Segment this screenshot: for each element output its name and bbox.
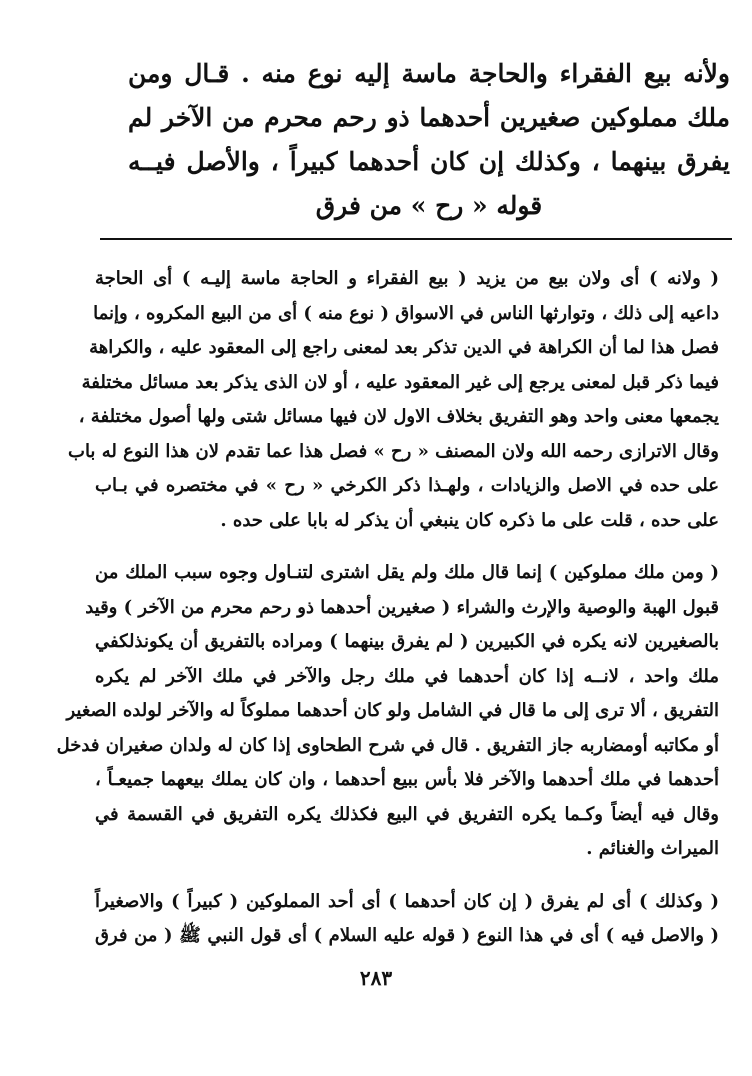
commentary-line: فصل هذا لما أن الكراهة في الدين تذكر بعد لمعنى راجع إلى المعقود عليه ، والكراهة (89, 337, 719, 358)
commentary-line: وقال فيه أيضاً وكـما يكره التفريق في البيع فكذلك يكره التفريق في القسمة في (95, 803, 719, 825)
main-text-line: قوله « رح » من فرق (315, 191, 543, 220)
commentary (56, 262, 719, 954)
page-number: ٢٨٣ (359, 966, 393, 990)
commentary-line: على حده في الاصل والزيادات ، ولهـذا ذكر الكرخي « رح » في مختصره في بـاب (95, 475, 719, 496)
commentary-line: أحدهما في ملك أحدهما والآخر فلا بأس ببيع أحدهما ، وان كان يملك بيعهما جميعـاً ، (95, 769, 719, 790)
separator-line (100, 238, 732, 240)
commentary-line: داعيه إلى ذلك ، وتوارثها الناس في الاسواق ( نوع منه ) أى من البيع المكروه ، وإنما (93, 302, 719, 324)
commentary-line: ( والاصل فيه ) أى في هذا النوع ( قوله عليه السلام ) أى قول النبي ﷺ ( من فرق (95, 925, 719, 946)
main-text-line: ملك مملوكين صغيرين أحدهما ذو رحم محرم من الآخر لم (128, 103, 730, 132)
commentary-paragraph (68, 262, 719, 538)
commentary-line: على حده ، قلت على ما ذكره كان ينبغي أن يذكر له بابا على حده . (220, 509, 719, 531)
main-text-line: يفرق بينهما ، وكذلك إن كان أحدهما كبيراً ، والأصل فيــه (128, 147, 730, 176)
commentary-line: فيما ذكر قبل لمعنى يرجع إلى غير المعقود عليه ، أو لان الذى يذكر بعد مسائل مختلفة (81, 371, 719, 393)
commentary-line: ( وكذلك ) أى لم يفرق ( إن كان أحدهما ) أى أحد المملوكين ( كبيراً ) والاصغيراً (95, 890, 719, 912)
commentary-line: التفريق ، ألا ترى إلى ما قال في الشامل ولو كان أحدهما مملوكاً له والآخر لولده الصغير (66, 700, 719, 721)
commentary-line: أو مكاتبه أومضاربه جاز التفريق . قال في شرح الطحاوى إذا كان له ولدان صغيران فدخل (56, 734, 719, 756)
commentary-line: يجمعها معنى واحد وهو التفريق بخلاف الاول لان فيها مسائل شتى ولها أصول مختلفة ، (78, 406, 719, 427)
main-text-line: ولأنه بيع الفقراء والحاجة ماسة إليه نوع منه . قـال ومن (128, 59, 730, 88)
commentary-line: بالصغيرين لانه يكره في الكبيرين ( لم يفرق بينهما ) ومراده بالتفريق أن يكونذلكفي (95, 631, 719, 652)
main-text (128, 52, 730, 228)
commentary-line: وقال الاترازى رحمه الله ولان المصنف « رح » فصل هذا عما تقدم لان هذا النوع له باب (68, 440, 719, 462)
commentary-paragraph (56, 556, 719, 867)
commentary-line: ( ومن ملك مملوكين ) إنما قال ملك ولم يقل اشترى لتنـاول وجوه سبب الملك من (95, 562, 719, 583)
commentary-line: ملك واحد ، لانــه إذا كان أحدهما في ملك رجل والآخر في ملك الآخر لم يكره (95, 665, 719, 687)
commentary-paragraph (95, 885, 719, 954)
commentary-line: ( ولانه ) أى ولان بيع من يزيد ( بيع الفقراء و الحاجة ماسة إليـه ) أى الحاجة (95, 268, 719, 289)
commentary-line: الميراث والغنائم . (586, 838, 719, 859)
commentary-line: قبول الهبة والوصية والإرث والشراء ( صغيرين أحدهما ذو رحم محرم من الآخر ) وقيد (85, 596, 719, 618)
